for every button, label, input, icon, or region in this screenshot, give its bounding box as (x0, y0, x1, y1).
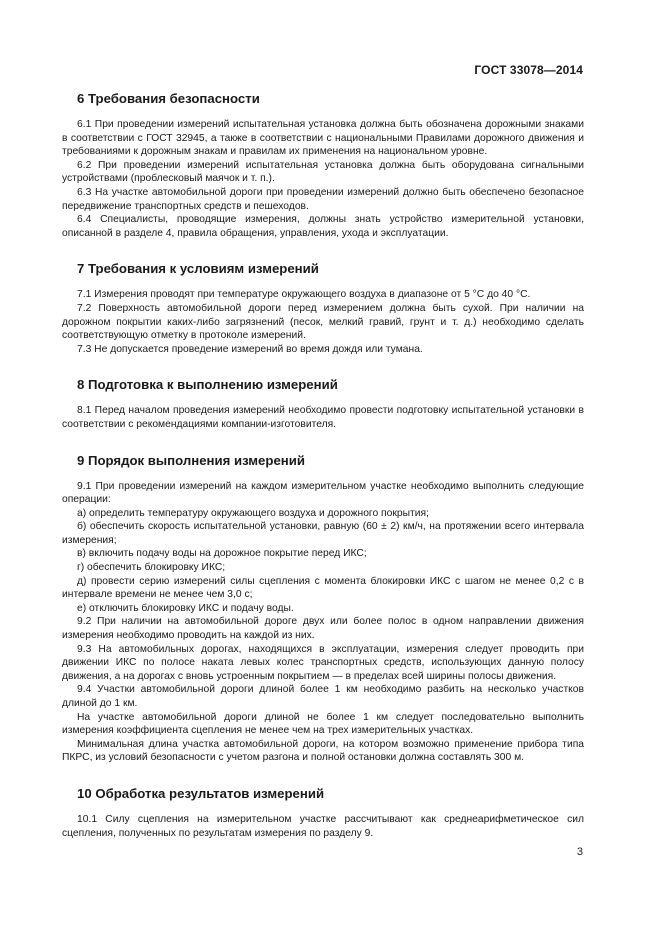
section-7 (62, 261, 584, 356)
paragraph: На участке автомобильной дороги длиной не более 1 км следует последовательно выполнить измерения коэффициента сцепления не менее чем на трех измерительных участках. (62, 711, 584, 737)
list-item: е) отключить блокировку ИКС и подачу воды. (77, 602, 294, 614)
paragraph: 9.4 Участки автомобильной дороги длиной более 1 км необходимо разбить на несколько участков длиной до 1 км. (62, 684, 584, 709)
section-title: 6 Требования безопасности (77, 91, 260, 106)
paragraph: 6.1 При проведении измерений испытательная установка должна быть обозначена дорожными знаками в соответствии с ГОСТ 32945, а также в соответствии с национальными Правилами дорожного движения и требованиями к дорожным знакам и правилам их применения на национальном уровне. (62, 119, 584, 158)
document-code: ГОСТ 33078—2014 (474, 63, 583, 77)
section-title: 9 Порядок выполнения измерений (77, 452, 305, 468)
list-item: д) провести серию измерений силы сцепления с момента блокировки ИКС с шагом не менее 0,2 с в интервале времени не менее чем 3,0 с; (62, 575, 584, 601)
document-body (62, 91, 584, 861)
paragraph: 8.1 Перед началом проведения измерений необходимо провести подготовку испытательной установки в соответствии с рекомендациями компании-изготовителя. (62, 405, 584, 430)
list-item: г) обеспечить блокировку ИКС; (77, 562, 226, 574)
list-item: а) определить температуру окружающего воздуха и дорожного покрытия; (77, 507, 429, 519)
paragraph: 7.3 Не допускается проведение измерений во время дождя или тумана. (77, 343, 423, 355)
section-8 (62, 377, 584, 431)
paragraph: 10.1 Силу сцепления на измерительном участке рассчитывают как среднеарифметическое сил сцепления, полученных по результатам измерения по разделу 9. (62, 813, 584, 839)
paragraph: 7.1 Измерения проводят при температуре окружающего воздуха в диапазоне от 5 °С до 40 °С. (77, 289, 531, 301)
list-item: б) обеспечить скорость испытательной установки, равную (60 ± 2) км/ч, на протяжении всего интервала измерения; (62, 521, 584, 546)
section-title: 8 Подготовка к выполнению измерений (77, 377, 338, 393)
section-9 (62, 453, 584, 765)
section-6 (62, 91, 584, 240)
paragraph: 6.3 На участке автомобильной дороги при проведении измерений должно быть обеспечено безопасное передвижение транспортных средств и пешеходов. (62, 186, 584, 212)
paragraph: 9.2 При наличии на автомобильной дороге двух или более полос в одном направлении движения измерения необходимо проводить на каждой из них. (62, 616, 584, 642)
list-item: в) включить подачу воды на дорожное покрытие перед ИКС; (77, 548, 367, 560)
paragraph: Минимальная длина участка автомобильной дороги, на котором возможно применение прибора типа ПКРС, из условий безопасности с учетом разгона и полной остановки должна составлять 300 м. (62, 738, 584, 764)
paragraph: 9.1 При проведении измерений на каждом измерительном участке необходимо выполнить следующие операции: (62, 480, 584, 506)
page-number: 3 (576, 846, 583, 858)
section-title: 10 Обработка результатов измерений (77, 785, 325, 801)
paragraph: 7.2 Поверхность автомобильной дороги перед измерением должна быть сухой. При наличии на дорожном покрытии каких-либо загрязнений (песок, мелкий гравий, грунт и т. д.) необходимо сделать соответствующую отметку в протоколе измерений. (62, 302, 584, 342)
paragraph: 6.2 При проведении измерений испытательная установка должна быть оборудована сигнальными устройствами (проблесковый маячок и т. п.). (62, 159, 584, 185)
paragraph: 6.4 Специалисты, проводящие измерения, должны знать устройство измерительной установки, описанной в разделе 4, правила обращения, управления, ухода и эксплуатации. (62, 214, 584, 239)
section-title: 7 Требования к условиям измерений (77, 261, 319, 277)
section-10 (62, 786, 584, 840)
paragraph: 9.3 На автомобильных дорогах, находящихся в эксплуатации, измерения следует проводить при движении ИКС по полосе наката левых колес транспортных средств, использующих данную полосу движения, а на дорогах с вновь устроенным покрытием — в пределах всей ширины полосы движения. (62, 643, 584, 682)
